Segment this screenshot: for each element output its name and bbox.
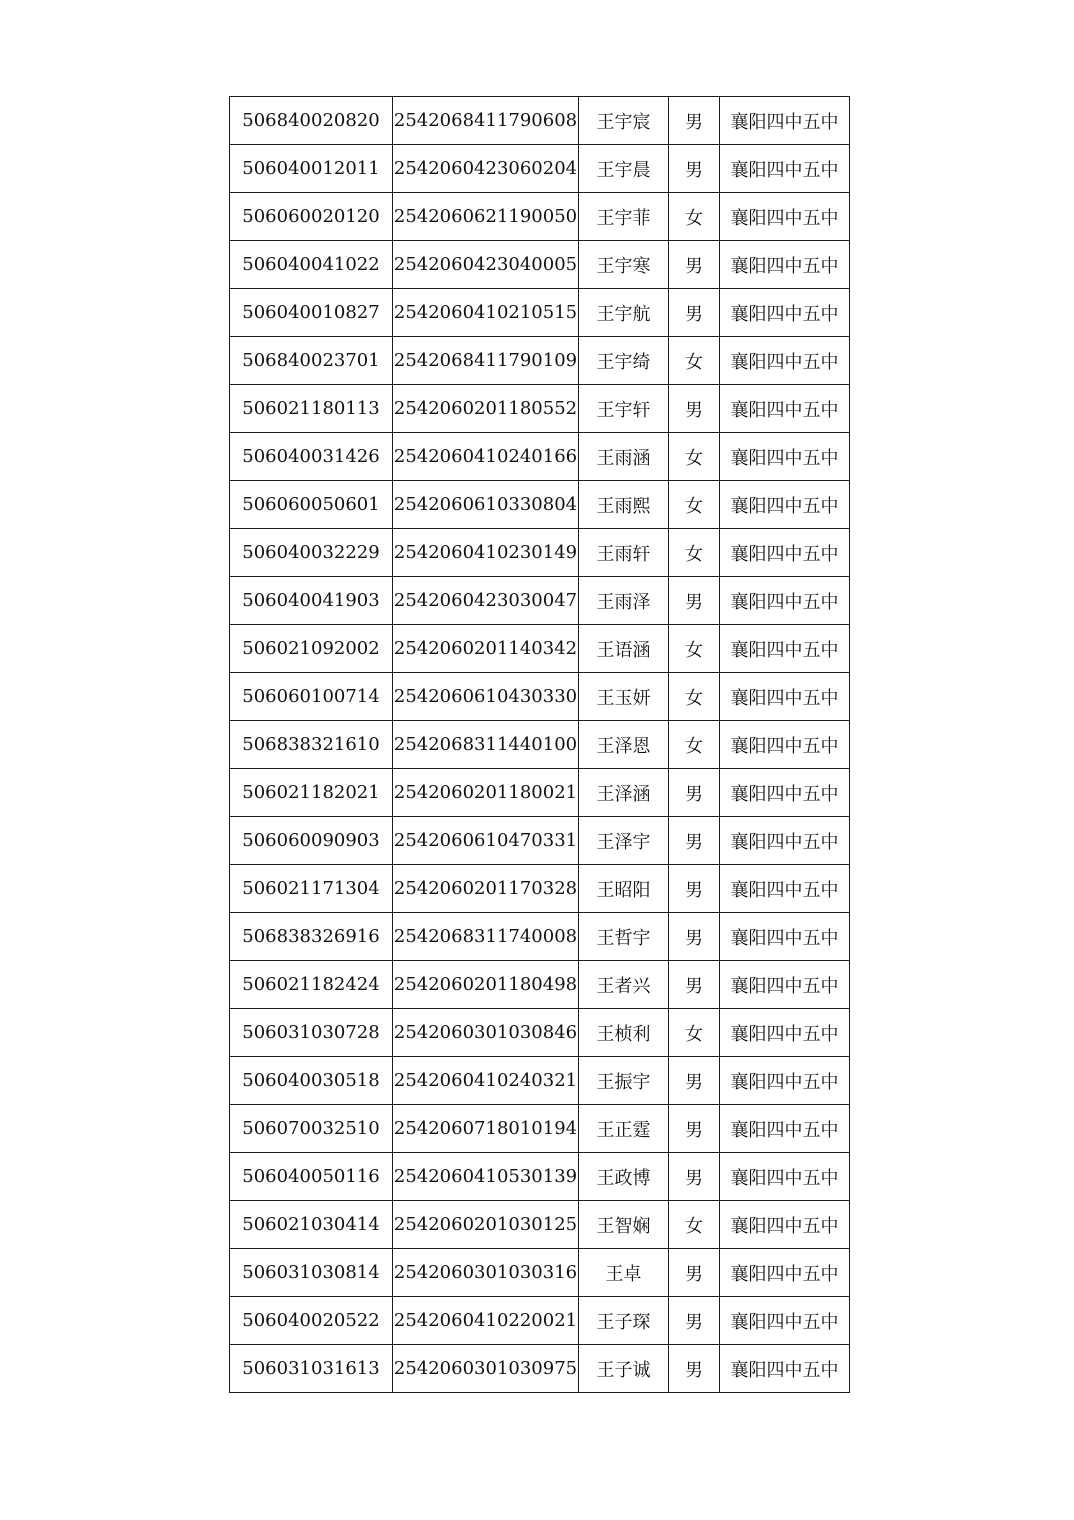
exam-number-cell: 506040032229 xyxy=(230,529,393,577)
student-name-cell: 王雨熙 xyxy=(579,481,669,529)
exam-number-cell: 506838326916 xyxy=(230,913,393,961)
exam-number-cell: 506021182424 xyxy=(230,961,393,1009)
gender-cell: 女 xyxy=(669,1009,720,1057)
school-cell: 襄阳四中五中 xyxy=(720,1345,850,1393)
registration-number-cell: 2542060621190050 xyxy=(393,193,579,241)
table-row xyxy=(230,289,850,337)
student-name-cell: 王宇晨 xyxy=(579,145,669,193)
student-name-cell: 王子诚 xyxy=(579,1345,669,1393)
exam-number-cell: 506021092002 xyxy=(230,625,393,673)
gender-cell: 女 xyxy=(669,625,720,673)
student-name-cell: 王语涵 xyxy=(579,625,669,673)
gender-cell: 男 xyxy=(669,913,720,961)
exam-number-cell: 506031031613 xyxy=(230,1345,393,1393)
student-name-cell: 王雨泽 xyxy=(579,577,669,625)
table-row xyxy=(230,1105,850,1153)
table-row xyxy=(230,529,850,577)
school-cell: 襄阳四中五中 xyxy=(720,337,850,385)
student-name-cell: 王宇轩 xyxy=(579,385,669,433)
school-cell: 襄阳四中五中 xyxy=(720,1297,850,1345)
exam-number-cell: 506840023701 xyxy=(230,337,393,385)
registration-number-cell: 2542068311440100 xyxy=(393,721,579,769)
table-row xyxy=(230,145,850,193)
school-cell: 襄阳四中五中 xyxy=(720,673,850,721)
exam-number-cell: 506060020120 xyxy=(230,193,393,241)
exam-number-cell: 506021180113 xyxy=(230,385,393,433)
registration-number-cell: 2542068411790608 xyxy=(393,97,579,145)
student-name-cell: 王振宇 xyxy=(579,1057,669,1105)
gender-cell: 男 xyxy=(669,865,720,913)
registration-number-cell: 2542060410230149 xyxy=(393,529,579,577)
gender-cell: 女 xyxy=(669,337,720,385)
school-cell: 襄阳四中五中 xyxy=(720,481,850,529)
exam-number-cell: 506040041022 xyxy=(230,241,393,289)
student-name-cell: 王玉妍 xyxy=(579,673,669,721)
table-row xyxy=(230,1057,850,1105)
student-name-cell: 王智娴 xyxy=(579,1201,669,1249)
registration-number-cell: 2542060201180498 xyxy=(393,961,579,1009)
registration-number-cell: 2542068411790109 xyxy=(393,337,579,385)
school-cell: 襄阳四中五中 xyxy=(720,913,850,961)
gender-cell: 男 xyxy=(669,961,720,1009)
student-name-cell: 王宇寒 xyxy=(579,241,669,289)
registration-number-cell: 2542060610470331 xyxy=(393,817,579,865)
exam-number-cell: 506040030518 xyxy=(230,1057,393,1105)
student-name-cell: 王子琛 xyxy=(579,1297,669,1345)
student-name-cell: 王雨轩 xyxy=(579,529,669,577)
gender-cell: 男 xyxy=(669,577,720,625)
student-name-cell: 王宇菲 xyxy=(579,193,669,241)
school-cell: 襄阳四中五中 xyxy=(720,289,850,337)
table-row xyxy=(230,433,850,481)
registration-number-cell: 2542060410220021 xyxy=(393,1297,579,1345)
exam-number-cell: 506031030814 xyxy=(230,1249,393,1297)
table-row xyxy=(230,817,850,865)
table-row xyxy=(230,1297,850,1345)
registration-number-cell: 2542060610430330 xyxy=(393,673,579,721)
registration-number-cell: 2542060610330804 xyxy=(393,481,579,529)
school-cell: 襄阳四中五中 xyxy=(720,1153,850,1201)
table-row xyxy=(230,193,850,241)
exam-number-cell: 506040012011 xyxy=(230,145,393,193)
exam-number-cell: 506031030728 xyxy=(230,1009,393,1057)
school-cell: 襄阳四中五中 xyxy=(720,817,850,865)
table-row xyxy=(230,625,850,673)
gender-cell: 男 xyxy=(669,1345,720,1393)
school-cell: 襄阳四中五中 xyxy=(720,529,850,577)
registration-number-cell: 2542060201140342 xyxy=(393,625,579,673)
school-cell: 襄阳四中五中 xyxy=(720,193,850,241)
table-row xyxy=(230,577,850,625)
gender-cell: 男 xyxy=(669,145,720,193)
exam-number-cell: 506040050116 xyxy=(230,1153,393,1201)
registration-number-cell: 2542060301030975 xyxy=(393,1345,579,1393)
table-row xyxy=(230,961,850,1009)
gender-cell: 女 xyxy=(669,1201,720,1249)
gender-cell: 男 xyxy=(669,1057,720,1105)
student-name-cell: 王宇绮 xyxy=(579,337,669,385)
registration-number-cell: 2542060201180021 xyxy=(393,769,579,817)
table-row xyxy=(230,1153,850,1201)
gender-cell: 男 xyxy=(669,289,720,337)
school-cell: 襄阳四中五中 xyxy=(720,1201,850,1249)
school-cell: 襄阳四中五中 xyxy=(720,1057,850,1105)
exam-number-cell: 506040020522 xyxy=(230,1297,393,1345)
registration-number-cell: 2542060423030047 xyxy=(393,577,579,625)
school-cell: 襄阳四中五中 xyxy=(720,433,850,481)
table-row xyxy=(230,481,850,529)
student-name-cell: 王政博 xyxy=(579,1153,669,1201)
registration-number-cell: 2542060718010194 xyxy=(393,1105,579,1153)
exam-number-cell: 506070032510 xyxy=(230,1105,393,1153)
exam-number-cell: 506060050601 xyxy=(230,481,393,529)
school-cell: 襄阳四中五中 xyxy=(720,961,850,1009)
exam-number-cell: 506040010827 xyxy=(230,289,393,337)
gender-cell: 女 xyxy=(669,529,720,577)
student-name-cell: 王者兴 xyxy=(579,961,669,1009)
student-name-cell: 王桢利 xyxy=(579,1009,669,1057)
gender-cell: 男 xyxy=(669,1153,720,1201)
school-cell: 襄阳四中五中 xyxy=(720,865,850,913)
registration-number-cell: 2542060410240321 xyxy=(393,1057,579,1105)
registration-number-cell: 2542060423040005 xyxy=(393,241,579,289)
exam-number-cell: 506021171304 xyxy=(230,865,393,913)
table-row xyxy=(230,337,850,385)
school-cell: 襄阳四中五中 xyxy=(720,577,850,625)
school-cell: 襄阳四中五中 xyxy=(720,1009,850,1057)
table-row xyxy=(230,241,850,289)
school-cell: 襄阳四中五中 xyxy=(720,385,850,433)
student-name-cell: 王宇宸 xyxy=(579,97,669,145)
student-roster-table xyxy=(229,96,850,1393)
table-row xyxy=(230,1009,850,1057)
school-cell: 襄阳四中五中 xyxy=(720,625,850,673)
gender-cell: 男 xyxy=(669,769,720,817)
school-cell: 襄阳四中五中 xyxy=(720,1249,850,1297)
gender-cell: 女 xyxy=(669,193,720,241)
gender-cell: 男 xyxy=(669,385,720,433)
registration-number-cell: 2542060201030125 xyxy=(393,1201,579,1249)
gender-cell: 男 xyxy=(669,1297,720,1345)
student-name-cell: 王泽宇 xyxy=(579,817,669,865)
student-name-cell: 王宇航 xyxy=(579,289,669,337)
gender-cell: 男 xyxy=(669,1105,720,1153)
registration-number-cell: 2542060410240166 xyxy=(393,433,579,481)
registration-number-cell: 2542060410530139 xyxy=(393,1153,579,1201)
student-name-cell: 王昭阳 xyxy=(579,865,669,913)
school-cell: 襄阳四中五中 xyxy=(720,145,850,193)
school-cell: 襄阳四中五中 xyxy=(720,97,850,145)
table-row xyxy=(230,721,850,769)
school-cell: 襄阳四中五中 xyxy=(720,721,850,769)
exam-number-cell: 506838321610 xyxy=(230,721,393,769)
gender-cell: 男 xyxy=(669,97,720,145)
registration-number-cell: 2542060301030316 xyxy=(393,1249,579,1297)
registration-number-cell: 2542068311740008 xyxy=(393,913,579,961)
gender-cell: 女 xyxy=(669,721,720,769)
table-row xyxy=(230,769,850,817)
table-row xyxy=(230,1249,850,1297)
gender-cell: 女 xyxy=(669,673,720,721)
student-name-cell: 王雨涵 xyxy=(579,433,669,481)
table-row xyxy=(230,1201,850,1249)
roster-table-body xyxy=(230,97,850,1393)
gender-cell: 男 xyxy=(669,817,720,865)
registration-number-cell: 2542060301030846 xyxy=(393,1009,579,1057)
table-row xyxy=(230,913,850,961)
school-cell: 襄阳四中五中 xyxy=(720,241,850,289)
exam-number-cell: 506021182021 xyxy=(230,769,393,817)
gender-cell: 男 xyxy=(669,1249,720,1297)
student-name-cell: 王卓 xyxy=(579,1249,669,1297)
table-row xyxy=(230,673,850,721)
registration-number-cell: 2542060410210515 xyxy=(393,289,579,337)
student-name-cell: 王泽恩 xyxy=(579,721,669,769)
student-name-cell: 王哲宇 xyxy=(579,913,669,961)
exam-number-cell: 506040031426 xyxy=(230,433,393,481)
student-name-cell: 王正霆 xyxy=(579,1105,669,1153)
exam-number-cell: 506040041903 xyxy=(230,577,393,625)
registration-number-cell: 2542060201180552 xyxy=(393,385,579,433)
table-row xyxy=(230,97,850,145)
gender-cell: 女 xyxy=(669,433,720,481)
table-row xyxy=(230,385,850,433)
exam-number-cell: 506060090903 xyxy=(230,817,393,865)
gender-cell: 女 xyxy=(669,481,720,529)
exam-number-cell: 506021030414 xyxy=(230,1201,393,1249)
table-row xyxy=(230,1345,850,1393)
school-cell: 襄阳四中五中 xyxy=(720,1105,850,1153)
registration-number-cell: 2542060423060204 xyxy=(393,145,579,193)
school-cell: 襄阳四中五中 xyxy=(720,769,850,817)
exam-number-cell: 506840020820 xyxy=(230,97,393,145)
exam-number-cell: 506060100714 xyxy=(230,673,393,721)
registration-number-cell: 2542060201170328 xyxy=(393,865,579,913)
gender-cell: 男 xyxy=(669,241,720,289)
table-row xyxy=(230,865,850,913)
student-name-cell: 王泽涵 xyxy=(579,769,669,817)
